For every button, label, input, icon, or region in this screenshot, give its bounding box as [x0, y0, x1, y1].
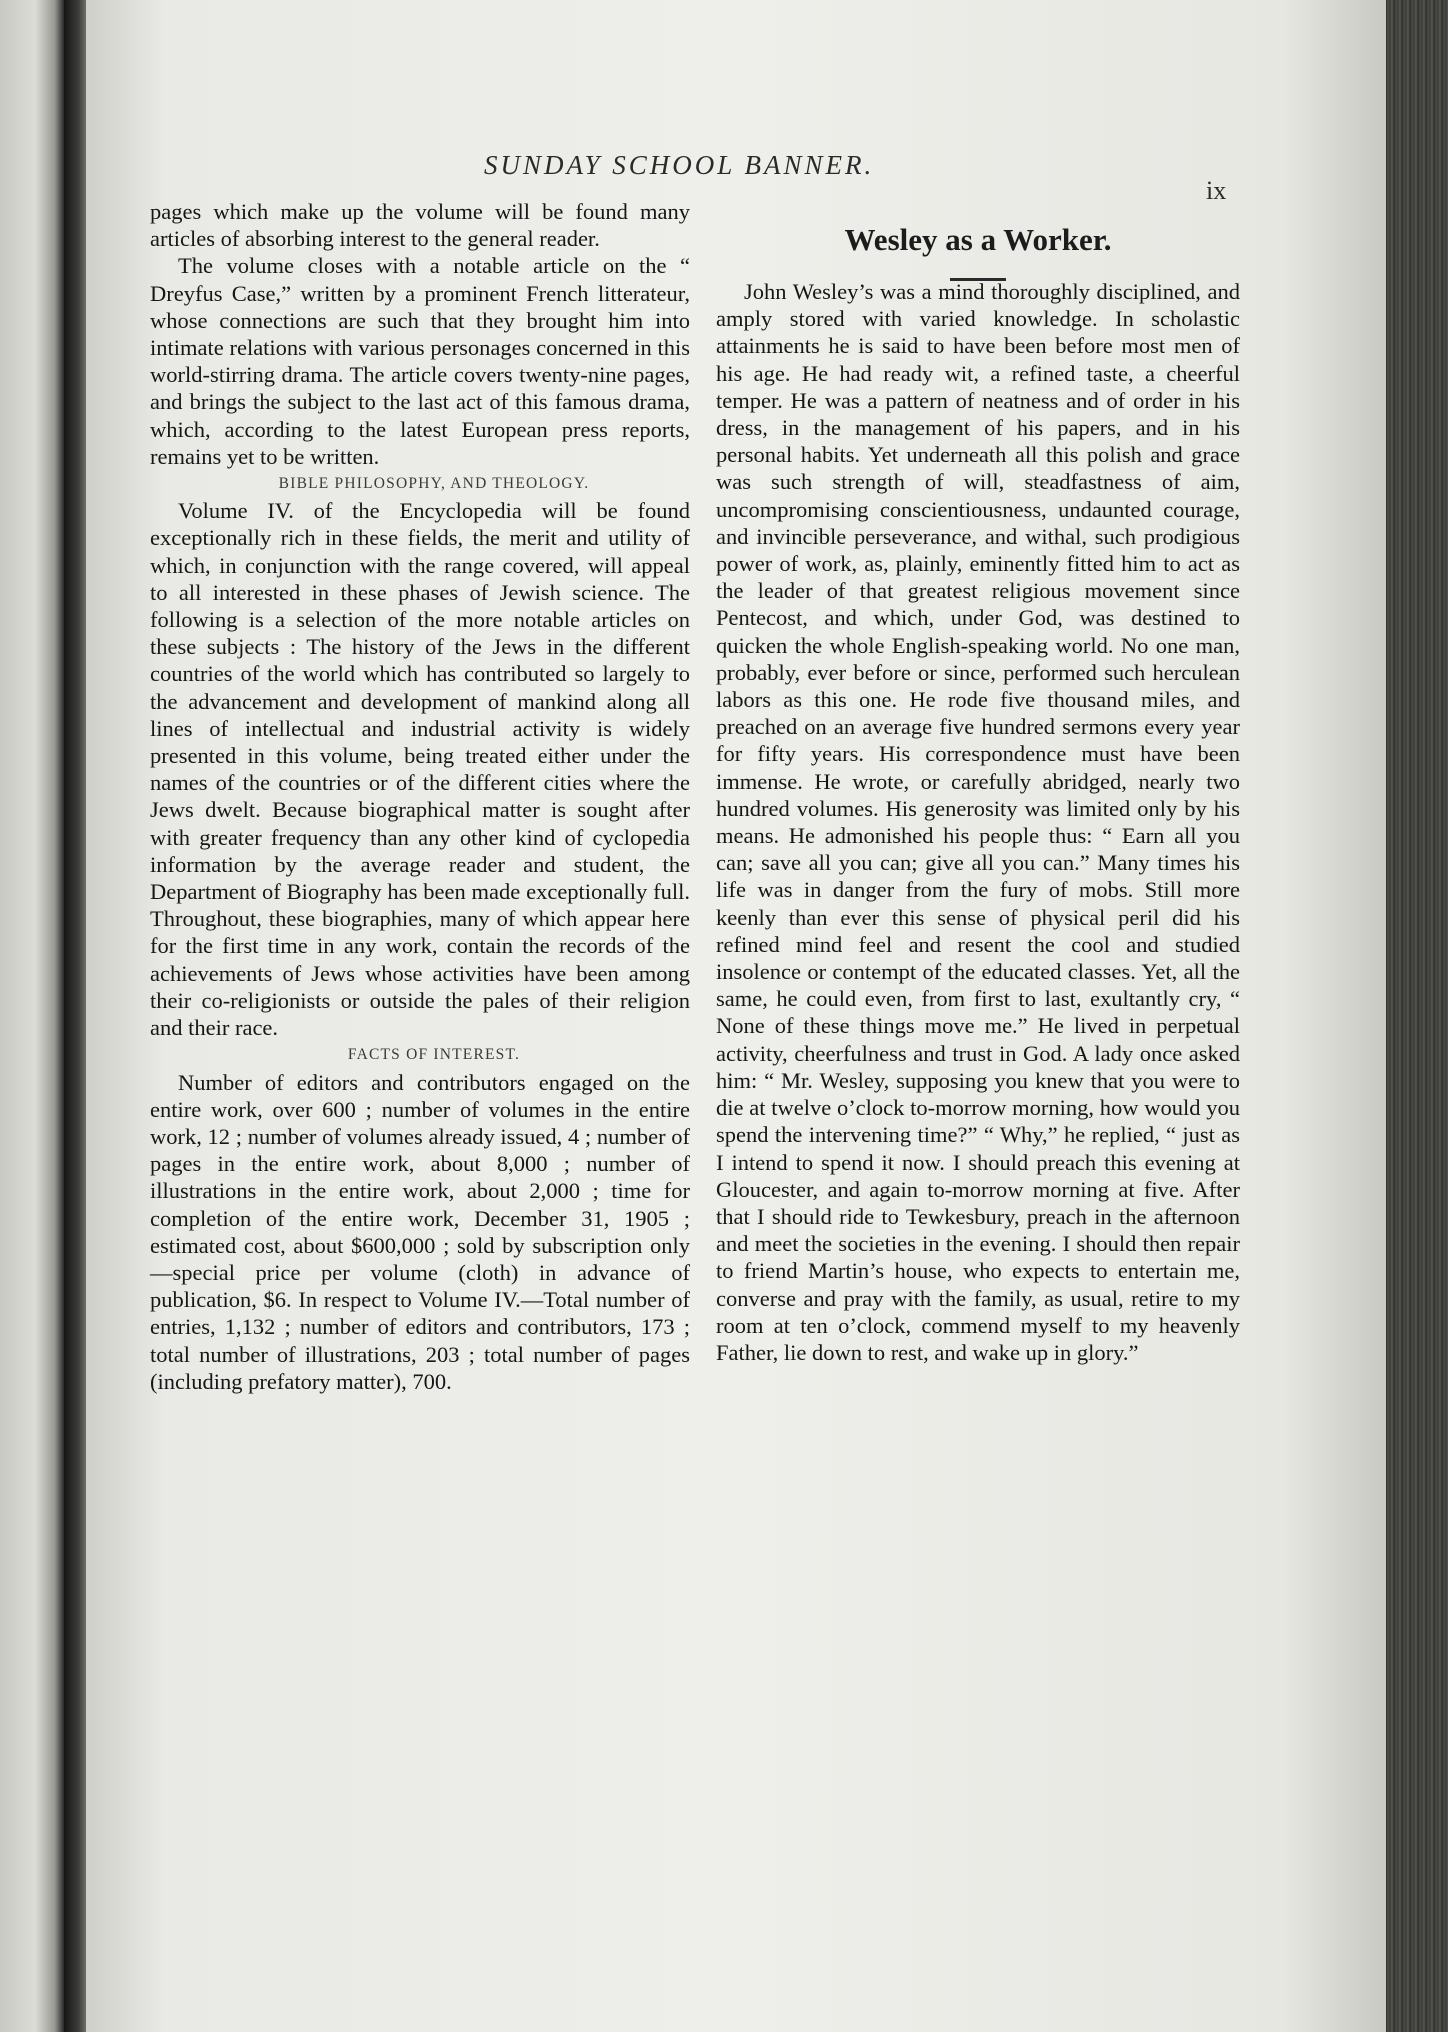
section-heading-bible-philosophy: BIBLE PHILOSOPHY, AND THEOLOGY. [278, 475, 590, 493]
article-title: Wesley as a Worker. [844, 222, 1112, 257]
page-number: ix [1206, 176, 1227, 205]
left-paragraph-3: Volume IV. of the Encyclopedia will be found exceptionally rich in these fields, the merit and utility of which, in conjunction with the range covered, will appeal to all interested in these phases of Jewish science. The following is a selection of the more notable articles on these subjects : The history of the Jews in the different countries of the world which has contributed so largely to the advancement and development of mankind along all lines of intellectual and industrial activity is widely presented in this volume, being treated either under the names of the countries or of the different cities where the Jews dwelt. Because biographical matter is sought after with greater frequency than any other kind of cyclopedia information by the average reader and student, the Department of Biography has been made exceptionally full. Throughout, these biographies, many of which appear here for the first time in any work, contain the records of the achievements of Jews whose activities have been among their co-religionists or outside the pales of their religion and their race. [150, 498, 690, 1041]
right-paragraph-1: John Wesley’s was a mind thoroughly disciplined, and amply stored with varied knowledge. In scholastic attainments he is said to have been before most men of his age. He had ready wit, a refined taste, a cheerful temper. He was a pattern of neatness and of order in his dress, in the management of his papers, and in his personal habits. Yet underneath all this polish and grace was such strength of will, steadfastness of aim, uncompromising conscientiousness, undaunted courage, and invincible perseverance, and withal, such prodigious power of work, as, plainly, eminently fitted him to act as the leader of that greatest religious movement since Pentecost, and which, under God, was destined to quicken the whole English-speaking world. No one man, probably, ever before or since, performed such herculean labors as this one. He rode five thousand miles, and preached on an average five hundred sermons every year for fifty years. His correspondence must have been immense. He wrote, or carefully abridged, nearly two hundred volumes. His generosity was limited only by his means. He admonished his people thus: “ Earn all you can; save all you can; give all you can.” Many times his life was in danger from the fury of mobs. Still more keenly than ever this sense of physical peril did his refined mind feel and resent the cool and studied insolence or contempt of the educated classes. Yet, all the same, he could even, from first to last, exultantly cry, “ None of these things move me.” He lived in perpetual activity, cheerfulness and trust in God. A lady once asked him: “ Mr. Wesley, supposing you knew that you were to die at twelve o’clock to-morrow morning, how would you spend the intervening time?” “ Why,” he replied, “ just as I intend to spend it now. I should preach this evening at Gloucester, and again to-morrow morning at five. After that I should ride to Tewkesbury, preach in the afternoon and meet the societies in the evening. I should then repair to friend Martin’s house, who expects to entertain me, converse and pray with the family, as usual, retire to my room at ten o’clock, commend myself to my heavenly Father, lie down to rest, and wake up in glory.” [716, 279, 1240, 1365]
facing-page-edge [0, 0, 64, 2032]
right-column [716, 278, 1240, 1366]
left-column [150, 198, 690, 1395]
running-head: SUNDAY SCHOOL BANNER. [484, 150, 875, 180]
section-heading-facts-of-interest: FACTS OF INTEREST. [347, 1046, 521, 1064]
page-block-edges [1386, 0, 1448, 2032]
left-paragraph-1: pages which make up the volume will be found many articles of absorbing interest to the general reader. [150, 199, 690, 252]
book-gutter [64, 0, 88, 2032]
left-paragraph-2: The volume closes with a notable article on the “ Dreyfus Case,” written by a prominent French litterateur, whose connections are such that they brought him into intimate relations with various personages concerned in this world-stirring drama. The article covers twenty-nine pages, and brings the subject to the last act of this famous drama, which, according to the latest European press reports, remains yet to be written. [150, 253, 690, 469]
left-paragraph-4: Number of editors and contributors engaged on the entire work, over 600 ; number of volumes in the entire work, 12 ; number of volumes already issued, 4 ; number of pages in the entire work, about 8,000 ; number of illustrations in the entire work, about 2,000 ; time for completion of the entire work, December 31, 1905 ; estimated cost, about $600,000 ; sold by subscription only—special price per volume (cloth) in advance of publication, $6. In respect to Volume IV.—Total number of entries, 1,132 ; number of editors and contributors, 173 ; total number of illustrations, 203 ; total number of pages (including prefatory matter), 700. [150, 1069, 690, 1394]
